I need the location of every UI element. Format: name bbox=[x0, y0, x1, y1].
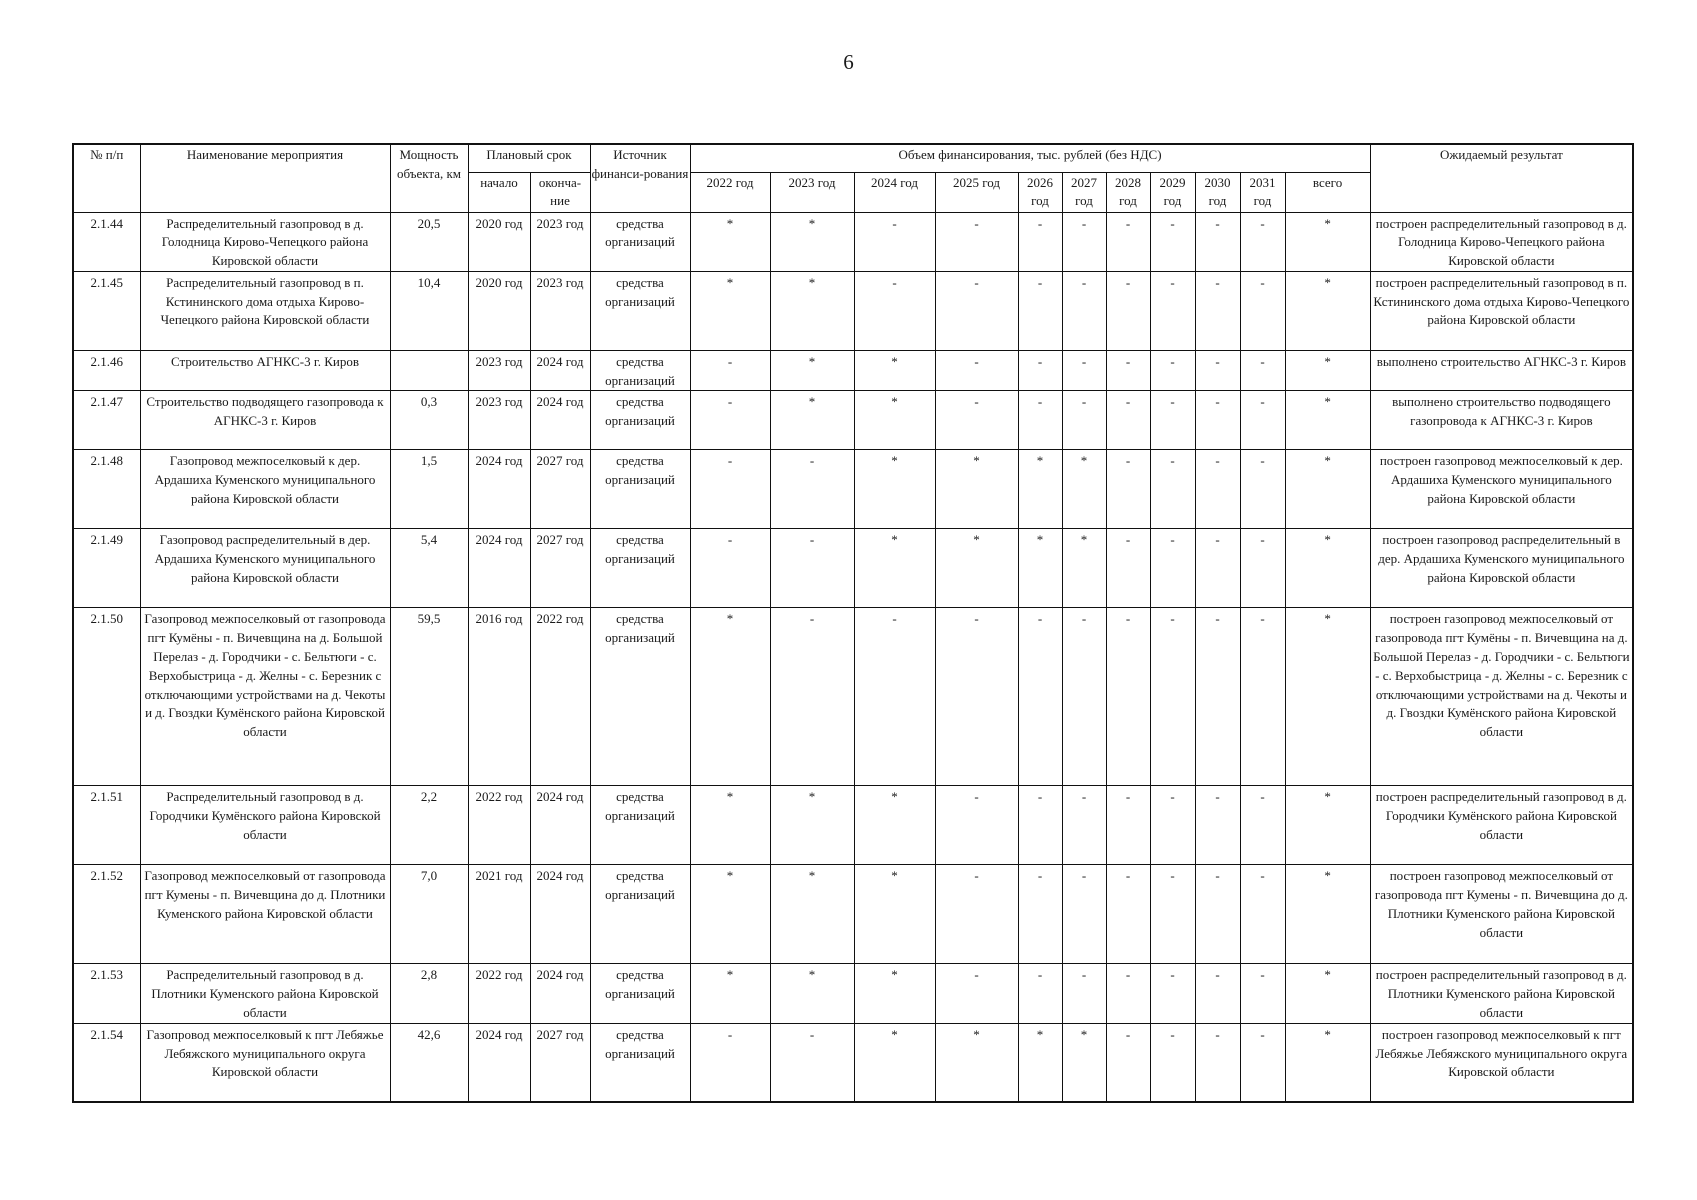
row-name: Строительство АГНКС-3 г. Киров bbox=[140, 350, 390, 391]
row-year-value: * bbox=[690, 786, 770, 865]
row-name: Газопровод межпоселковый от газопровода пгт Кумёны - п. Вичевщина на д. Большой Перелаз - д. Городчики - с. Бельтюги - с. Верхобыстрица - д. Желны - с. Березник с отключающими устройствами на д. Чекоты и д. Гвоздки Кумёнского района Кировской области bbox=[140, 608, 390, 786]
header-capacity: Мощность объекта, км bbox=[390, 144, 468, 212]
row-year-value: - bbox=[1195, 529, 1240, 608]
row-source: средства организаций bbox=[590, 865, 690, 964]
row-end: 2024 год bbox=[530, 964, 590, 1023]
header-year: 2029 год bbox=[1150, 172, 1195, 212]
row-end: 2023 год bbox=[530, 212, 590, 271]
row-total: * bbox=[1285, 350, 1370, 391]
row-year-value: - bbox=[1018, 964, 1062, 1023]
row-year-value: - bbox=[1062, 786, 1106, 865]
row-year-value: - bbox=[1240, 271, 1285, 350]
row-year-value: - bbox=[1018, 865, 1062, 964]
row-capacity: 10,4 bbox=[390, 271, 468, 350]
row-num: 2.1.45 bbox=[73, 271, 140, 350]
row-year-value: - bbox=[1018, 350, 1062, 391]
row-result: выполнено строительство АГНКС-3 г. Киров bbox=[1370, 350, 1633, 391]
row-total: * bbox=[1285, 450, 1370, 529]
row-year-value: * bbox=[770, 964, 854, 1023]
row-year-value: - bbox=[1195, 271, 1240, 350]
row-year-value: - bbox=[1018, 391, 1062, 450]
row-year-value: - bbox=[1018, 271, 1062, 350]
table-row bbox=[73, 608, 1633, 786]
header-num: № п/п bbox=[73, 144, 140, 212]
row-capacity bbox=[390, 350, 468, 391]
row-year-value: - bbox=[1150, 212, 1195, 271]
row-year-value: - bbox=[935, 271, 1018, 350]
row-year-value: - bbox=[1062, 608, 1106, 786]
row-year-value: - bbox=[1240, 391, 1285, 450]
row-year-value: - bbox=[1106, 271, 1150, 350]
row-year-value: * bbox=[854, 865, 935, 964]
row-year-value: * bbox=[1062, 529, 1106, 608]
page-number: 6 bbox=[843, 50, 854, 74]
row-capacity: 42,6 bbox=[390, 1023, 468, 1102]
row-year-value: - bbox=[1150, 786, 1195, 865]
row-year-value: * bbox=[1018, 529, 1062, 608]
row-year-value: - bbox=[1150, 608, 1195, 786]
row-year-value: - bbox=[1062, 271, 1106, 350]
row-year-value: * bbox=[770, 271, 854, 350]
row-year-value: * bbox=[854, 1023, 935, 1102]
row-source: средства организаций bbox=[590, 212, 690, 271]
row-year-value: - bbox=[1240, 786, 1285, 865]
row-year-value: - bbox=[690, 391, 770, 450]
header-name: Наименование мероприятия bbox=[140, 144, 390, 212]
row-year-value: * bbox=[690, 964, 770, 1023]
row-start: 2024 год bbox=[468, 1023, 530, 1102]
row-capacity: 2,8 bbox=[390, 964, 468, 1023]
row-year-value: * bbox=[1018, 450, 1062, 529]
row-num: 2.1.53 bbox=[73, 964, 140, 1023]
row-total: * bbox=[1285, 529, 1370, 608]
row-year-value: - bbox=[770, 608, 854, 786]
row-year-value: - bbox=[1106, 964, 1150, 1023]
row-name: Распределительный газопровод в д. Голодница Кирово-Чепецкого района Кировской области bbox=[140, 212, 390, 271]
row-year-value: - bbox=[1106, 391, 1150, 450]
header-year: 2028 год bbox=[1106, 172, 1150, 212]
row-total: * bbox=[1285, 271, 1370, 350]
row-name: Газопровод распределительный в дер. Ардашиха Куменского муниципального района Кировской области bbox=[140, 529, 390, 608]
row-capacity: 59,5 bbox=[390, 608, 468, 786]
row-year-value: - bbox=[1106, 350, 1150, 391]
row-end: 2027 год bbox=[530, 1023, 590, 1102]
row-source: средства организаций bbox=[590, 450, 690, 529]
row-total: * bbox=[1285, 1023, 1370, 1102]
row-year-value: - bbox=[1062, 391, 1106, 450]
header-year: 2022 год bbox=[690, 172, 770, 212]
row-year-value: - bbox=[1106, 1023, 1150, 1102]
row-name: Распределительный газопровод в д. Плотники Куменского района Кировской области bbox=[140, 964, 390, 1023]
row-num: 2.1.48 bbox=[73, 450, 140, 529]
row-year-value: - bbox=[1150, 450, 1195, 529]
row-source: средства организаций bbox=[590, 1023, 690, 1102]
row-name: Распределительный газопровод в п. Кстининского дома отдыха Кирово-Чепецкого района Кировской области bbox=[140, 271, 390, 350]
financing-plan-table bbox=[72, 143, 1634, 1103]
row-name: Распределительный газопровод в д. Городчики Кумёнского района Кировской области bbox=[140, 786, 390, 865]
row-total: * bbox=[1285, 865, 1370, 964]
row-end: 2024 год bbox=[530, 391, 590, 450]
row-year-value: - bbox=[1195, 964, 1240, 1023]
row-start: 2016 год bbox=[468, 608, 530, 786]
row-result: построен газопровод межпоселковый к пгт Лебяжье Лебяжского муниципального округа Кировской области bbox=[1370, 1023, 1633, 1102]
row-end: 2027 год bbox=[530, 450, 590, 529]
row-year-value: * bbox=[690, 865, 770, 964]
row-start: 2024 год bbox=[468, 450, 530, 529]
header-term-start: начало bbox=[468, 172, 530, 212]
row-year-value: - bbox=[1018, 212, 1062, 271]
row-source: средства организаций bbox=[590, 271, 690, 350]
row-year-value: - bbox=[1150, 964, 1195, 1023]
row-year-value: - bbox=[935, 608, 1018, 786]
row-year-value: - bbox=[1150, 1023, 1195, 1102]
row-end: 2024 год bbox=[530, 865, 590, 964]
row-year-value: - bbox=[1195, 608, 1240, 786]
row-year-value: - bbox=[770, 529, 854, 608]
row-year-value: * bbox=[935, 1023, 1018, 1102]
row-result: построен распределительный газопровод в д. Плотники Куменского района Кировской области bbox=[1370, 964, 1633, 1023]
row-year-value: - bbox=[770, 1023, 854, 1102]
row-year-value: * bbox=[770, 350, 854, 391]
row-num: 2.1.46 bbox=[73, 350, 140, 391]
row-end: 2024 год bbox=[530, 350, 590, 391]
table-row bbox=[73, 964, 1633, 1023]
row-year-value: - bbox=[1150, 391, 1195, 450]
row-capacity: 5,4 bbox=[390, 529, 468, 608]
row-year-value: - bbox=[1106, 212, 1150, 271]
row-year-value: - bbox=[1195, 350, 1240, 391]
row-year-value: - bbox=[935, 865, 1018, 964]
row-capacity: 1,5 bbox=[390, 450, 468, 529]
header-financing: Объем финансирования, тыс. рублей (без НДС) bbox=[690, 144, 1370, 172]
table-row bbox=[73, 391, 1633, 450]
row-year-value: * bbox=[854, 391, 935, 450]
row-year-value: * bbox=[935, 529, 1018, 608]
row-num: 2.1.51 bbox=[73, 786, 140, 865]
row-source: средства организаций bbox=[590, 391, 690, 450]
row-capacity: 7,0 bbox=[390, 865, 468, 964]
row-end: 2027 год bbox=[530, 529, 590, 608]
row-year-value: - bbox=[935, 786, 1018, 865]
row-result: построен газопровод распределительный в дер. Ардашиха Куменского муниципального района Кировской области bbox=[1370, 529, 1633, 608]
row-num: 2.1.44 bbox=[73, 212, 140, 271]
row-year-value: - bbox=[1240, 529, 1285, 608]
row-total: * bbox=[1285, 608, 1370, 786]
row-year-value: - bbox=[1106, 865, 1150, 964]
row-name: Газопровод межпоселковый к пгт Лебяжье Лебяжского муниципального округа Кировской области bbox=[140, 1023, 390, 1102]
row-year-value: - bbox=[935, 964, 1018, 1023]
row-year-value: * bbox=[854, 786, 935, 865]
header-year: 2024 год bbox=[854, 172, 935, 212]
row-year-value: - bbox=[1062, 212, 1106, 271]
row-year-value: - bbox=[935, 391, 1018, 450]
header-year: 2031 год bbox=[1240, 172, 1285, 212]
row-year-value: * bbox=[1018, 1023, 1062, 1102]
row-name: Строительство подводящего газопровода к АГНКС-3 г. Киров bbox=[140, 391, 390, 450]
header-total: всего bbox=[1285, 172, 1370, 212]
row-result: построен распределительный газопровод в д. Голодница Кирово-Чепецкого района Кировской области bbox=[1370, 212, 1633, 271]
row-name: Газопровод межпоселковый к дер. Ардашиха Куменского муниципального района Кировской области bbox=[140, 450, 390, 529]
row-year-value: * bbox=[854, 350, 935, 391]
header-result: Ожидаемый результат bbox=[1370, 144, 1633, 212]
row-source: средства организаций bbox=[590, 529, 690, 608]
row-num: 2.1.50 bbox=[73, 608, 140, 786]
row-year-value: - bbox=[770, 450, 854, 529]
row-year-value: - bbox=[1106, 529, 1150, 608]
table-row bbox=[73, 529, 1633, 608]
row-source: средства организаций bbox=[590, 964, 690, 1023]
row-start: 2023 год bbox=[468, 391, 530, 450]
row-year-value: - bbox=[1150, 529, 1195, 608]
header-year: 2023 год bbox=[770, 172, 854, 212]
row-start: 2020 год bbox=[468, 212, 530, 271]
row-year-value: - bbox=[1240, 608, 1285, 786]
header-term-end: оконча-ние bbox=[530, 172, 590, 212]
row-year-value: - bbox=[1240, 1023, 1285, 1102]
row-year-value: - bbox=[935, 212, 1018, 271]
row-num: 2.1.49 bbox=[73, 529, 140, 608]
row-result: построен газопровод межпоселковый к дер. Ардашиха Куменского муниципального района Кировской области bbox=[1370, 450, 1633, 529]
row-year-value: - bbox=[1150, 865, 1195, 964]
row-num: 2.1.52 bbox=[73, 865, 140, 964]
row-year-value: - bbox=[1062, 865, 1106, 964]
row-year-value: - bbox=[935, 350, 1018, 391]
header-year: 2025 год bbox=[935, 172, 1018, 212]
row-year-value: - bbox=[1106, 786, 1150, 865]
row-name: Газопровод межпоселковый от газопровода пгт Кумены - п. Вичевщина до д. Плотники Куменского района Кировской области bbox=[140, 865, 390, 964]
row-year-value: - bbox=[690, 450, 770, 529]
row-num: 2.1.54 bbox=[73, 1023, 140, 1102]
row-year-value: - bbox=[1195, 212, 1240, 271]
header-source: Источник финанси-рования bbox=[590, 144, 690, 212]
row-result: выполнено строительство подводящего газопровода к АГНКС-3 г. Киров bbox=[1370, 391, 1633, 450]
header-term: Плановый срок bbox=[468, 144, 590, 172]
row-year-value: - bbox=[690, 1023, 770, 1102]
row-year-value: - bbox=[1195, 391, 1240, 450]
row-start: 2022 год bbox=[468, 786, 530, 865]
row-year-value: * bbox=[1062, 1023, 1106, 1102]
row-year-value: * bbox=[854, 964, 935, 1023]
row-num: 2.1.47 bbox=[73, 391, 140, 450]
row-result: построен распределительный газопровод в д. Городчики Кумёнского района Кировской области bbox=[1370, 786, 1633, 865]
row-end: 2022 год bbox=[530, 608, 590, 786]
row-year-value: * bbox=[854, 450, 935, 529]
header-year: 2027 год bbox=[1062, 172, 1106, 212]
row-year-value: * bbox=[770, 212, 854, 271]
row-year-value: - bbox=[854, 212, 935, 271]
row-start: 2020 год bbox=[468, 271, 530, 350]
row-year-value: - bbox=[1018, 608, 1062, 786]
row-end: 2023 год bbox=[530, 271, 590, 350]
row-capacity: 0,3 bbox=[390, 391, 468, 450]
row-year-value: - bbox=[854, 271, 935, 350]
header-year: 2030 год bbox=[1195, 172, 1240, 212]
row-year-value: * bbox=[770, 391, 854, 450]
table-row bbox=[73, 271, 1633, 350]
row-year-value: - bbox=[1195, 450, 1240, 529]
table-row bbox=[73, 786, 1633, 865]
row-start: 2021 год bbox=[468, 865, 530, 964]
row-year-value: - bbox=[1062, 350, 1106, 391]
row-total: * bbox=[1285, 212, 1370, 271]
row-year-value: - bbox=[1018, 786, 1062, 865]
row-start: 2022 год bbox=[468, 964, 530, 1023]
row-start: 2024 год bbox=[468, 529, 530, 608]
row-year-value: - bbox=[1195, 1023, 1240, 1102]
row-year-value: - bbox=[1106, 450, 1150, 529]
row-capacity: 2,2 bbox=[390, 786, 468, 865]
row-year-value: - bbox=[1150, 350, 1195, 391]
row-year-value: - bbox=[1195, 865, 1240, 964]
row-source: средства организаций bbox=[590, 350, 690, 391]
table-row bbox=[73, 350, 1633, 391]
row-total: * bbox=[1285, 964, 1370, 1023]
row-result: построен газопровод межпоселковый от газопровода пгт Кумёны - п. Вичевщина на д. Большой Перелаз - д. Городчики - с. Бельтюги - с. Верхобыстрица - д. Желны - с. Березник с отключающими устройствами на д. Чекоты и д. Гвоздки Кумёнского района Кировской области bbox=[1370, 608, 1633, 786]
table-row bbox=[73, 450, 1633, 529]
row-year-value: - bbox=[1195, 786, 1240, 865]
row-year-value: - bbox=[854, 608, 935, 786]
table-row bbox=[73, 212, 1633, 271]
row-year-value: - bbox=[1106, 608, 1150, 786]
row-source: средства организаций bbox=[590, 608, 690, 786]
row-year-value: * bbox=[935, 450, 1018, 529]
row-year-value: - bbox=[1240, 964, 1285, 1023]
row-year-value: - bbox=[1240, 212, 1285, 271]
row-result: построен распределительный газопровод в п. Кстининского дома отдыха Кирово-Чепецкого района Кировской области bbox=[1370, 271, 1633, 350]
row-total: * bbox=[1285, 391, 1370, 450]
row-year-value: * bbox=[770, 786, 854, 865]
row-year-value: - bbox=[1240, 350, 1285, 391]
table-row bbox=[73, 865, 1633, 964]
row-result: построен газопровод межпоселковый от газопровода пгт Кумены - п. Вичевщина до д. Плотники Куменского района Кировской области bbox=[1370, 865, 1633, 964]
row-year-value: - bbox=[1150, 271, 1195, 350]
row-year-value: * bbox=[770, 865, 854, 964]
row-year-value: - bbox=[690, 350, 770, 391]
row-start: 2023 год bbox=[468, 350, 530, 391]
row-year-value: * bbox=[854, 529, 935, 608]
row-total: * bbox=[1285, 786, 1370, 865]
row-end: 2024 год bbox=[530, 786, 590, 865]
row-capacity: 20,5 bbox=[390, 212, 468, 271]
row-year-value: * bbox=[690, 271, 770, 350]
row-year-value: - bbox=[1240, 865, 1285, 964]
row-year-value: - bbox=[690, 529, 770, 608]
row-year-value: * bbox=[690, 608, 770, 786]
table-row bbox=[73, 1023, 1633, 1102]
row-year-value: - bbox=[1240, 450, 1285, 529]
row-source: средства организаций bbox=[590, 786, 690, 865]
header-year: 2026 год bbox=[1018, 172, 1062, 212]
row-year-value: * bbox=[1062, 450, 1106, 529]
row-year-value: - bbox=[1062, 964, 1106, 1023]
row-year-value: * bbox=[690, 212, 770, 271]
